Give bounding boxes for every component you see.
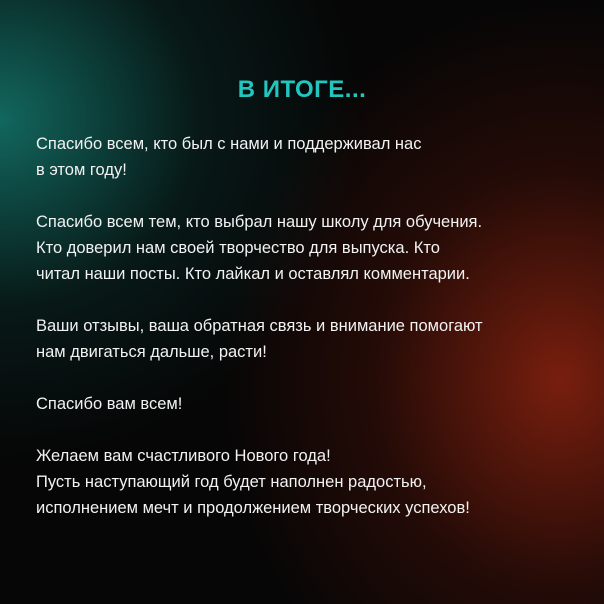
paragraph-thanks-all [36,391,596,417]
text-line: Спасибо всем, кто был с нами и поддерживал нас [36,135,422,153]
text-line: Кто доверил нам своей творчество для выпуска. Кто [36,239,440,257]
text-line: Спасибо вам всем! [36,395,183,413]
paragraph-feedback [36,313,596,365]
paragraph-new-year-wishes [36,443,596,521]
text-line: нам двигаться дальше, расти! [36,343,267,361]
paragraph-thanks-support [36,131,596,183]
text-line: Пусть наступающий год будет наполнен радостью, [36,473,427,491]
text-line: в этом году! [36,161,127,179]
text-line: Ваши отзывы, ваша обратная связь и внимание помогают [36,317,483,335]
text-line: Желаем вам счастливого Нового года! [36,447,331,465]
page-title: В ИТОГЕ... [237,76,367,103]
paragraph-thanks-school [36,209,596,287]
text-line: Спасибо всем тем, кто выбрал нашу школу для обучения. [36,213,483,231]
text-line: исполнением мечт и продолжением творческих успехов! [36,499,470,517]
message-body [36,131,596,521]
text-line: читал наши посты. Кто лайкал и оставлял комментарии. [36,265,470,283]
